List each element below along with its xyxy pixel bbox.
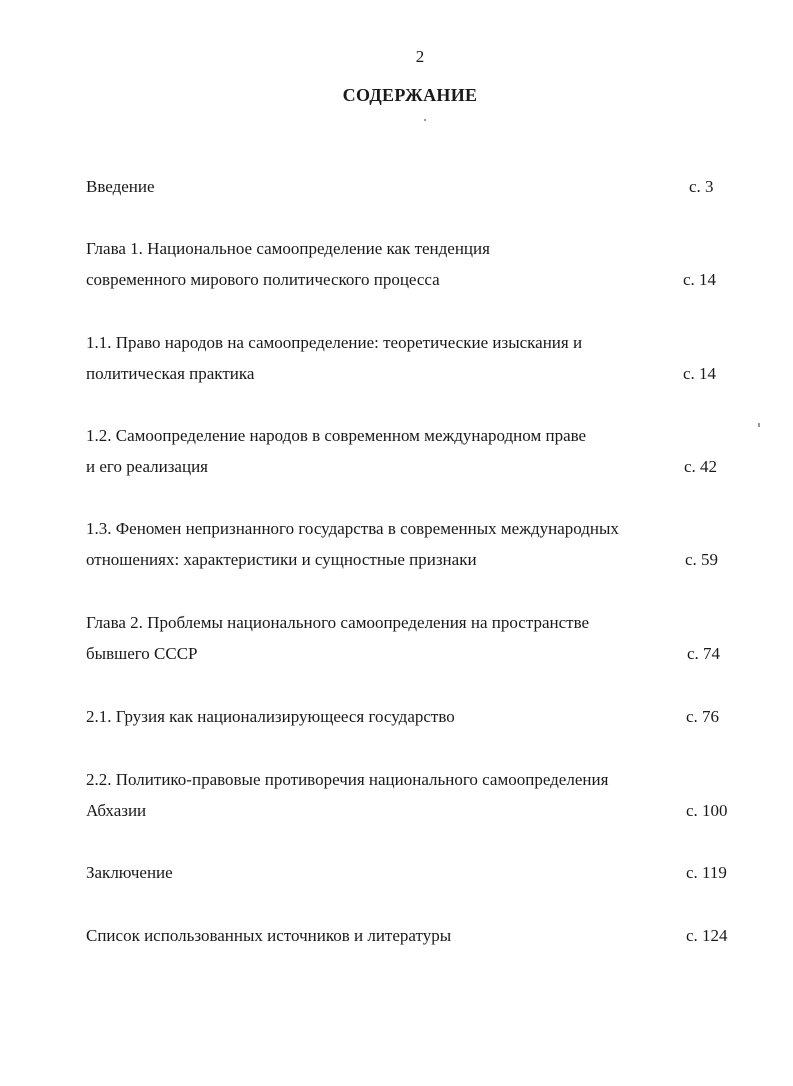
toc-entry-bibliography [86, 920, 451, 951]
toc-entry-line: 2.2. Политико-правовые противоречия национального самоопределения [86, 770, 609, 789]
toc-entry-section-2-2 [86, 764, 608, 826]
toc-entry-section-1-3 [86, 513, 619, 575]
toc-entry-line: отношениях: характеристики и сущностные признаки [86, 550, 477, 569]
toc-entry-section-1-2 [86, 420, 586, 482]
toc-entry-section-2-1 [86, 701, 455, 732]
toc-page-section-2-2: с. 100 [686, 801, 728, 820]
toc-page-introduction: с. 3 [689, 177, 714, 196]
toc-entry-line: 1.2. Самоопределение народов в современном международном праве [86, 426, 587, 445]
toc-page-conclusion: с. 119 [686, 863, 727, 882]
toc-entry-line: 1.1. Право народов на самоопределение: теоретические изыскания и [86, 333, 583, 352]
toc-entry-chapter-2 [86, 607, 589, 669]
toc-page-section-1-2: с. 42 [684, 457, 718, 476]
toc-entry-line: 1.3. Феномен непризнанного государства в современных международных [86, 519, 619, 538]
toc-page-section-1-3: с. 59 [685, 550, 719, 569]
toc-entry-introduction [86, 171, 155, 202]
page-number: 2 [415, 47, 425, 66]
toc-entry-line: Заключение [86, 863, 173, 882]
toc-entry-line: бывшего СССР [86, 644, 198, 663]
toc-page-bibliography: с. 124 [686, 926, 728, 945]
toc-page-chapter-2: с. 74 [687, 644, 721, 663]
edge-mark [758, 423, 760, 427]
toc-page-chapter-1: с. 14 [683, 270, 717, 289]
toc-entry-line: Список использованных источников и литературы [86, 926, 452, 945]
toc-entry-line: Глава 2. Проблемы национального самоопределения на пространстве [86, 613, 590, 632]
toc-entry-line: современного мирового политического процесса [86, 270, 440, 289]
toc-entry-chapter-1 [86, 233, 490, 295]
toc-entry-line: и его реализация [86, 457, 208, 476]
toc-entry-line: 2.1. Грузия как национализирующееся государство [86, 707, 455, 726]
page-title: СОДЕРЖАНИЕ [342, 85, 478, 105]
toc-entry-line: политическая практика [86, 364, 255, 383]
toc-entry-line: Абхазии [86, 801, 147, 820]
speck [424, 119, 426, 121]
toc-entry-line: Введение [86, 177, 155, 196]
toc-entry-conclusion [86, 857, 173, 888]
toc-page-section-2-1: с. 76 [686, 707, 720, 726]
toc-entry-section-1-1 [86, 327, 582, 389]
toc-page-section-1-1: с. 14 [683, 364, 717, 383]
toc-entry-line: Глава 1. Национальное самоопределение как тенденция [86, 239, 490, 258]
